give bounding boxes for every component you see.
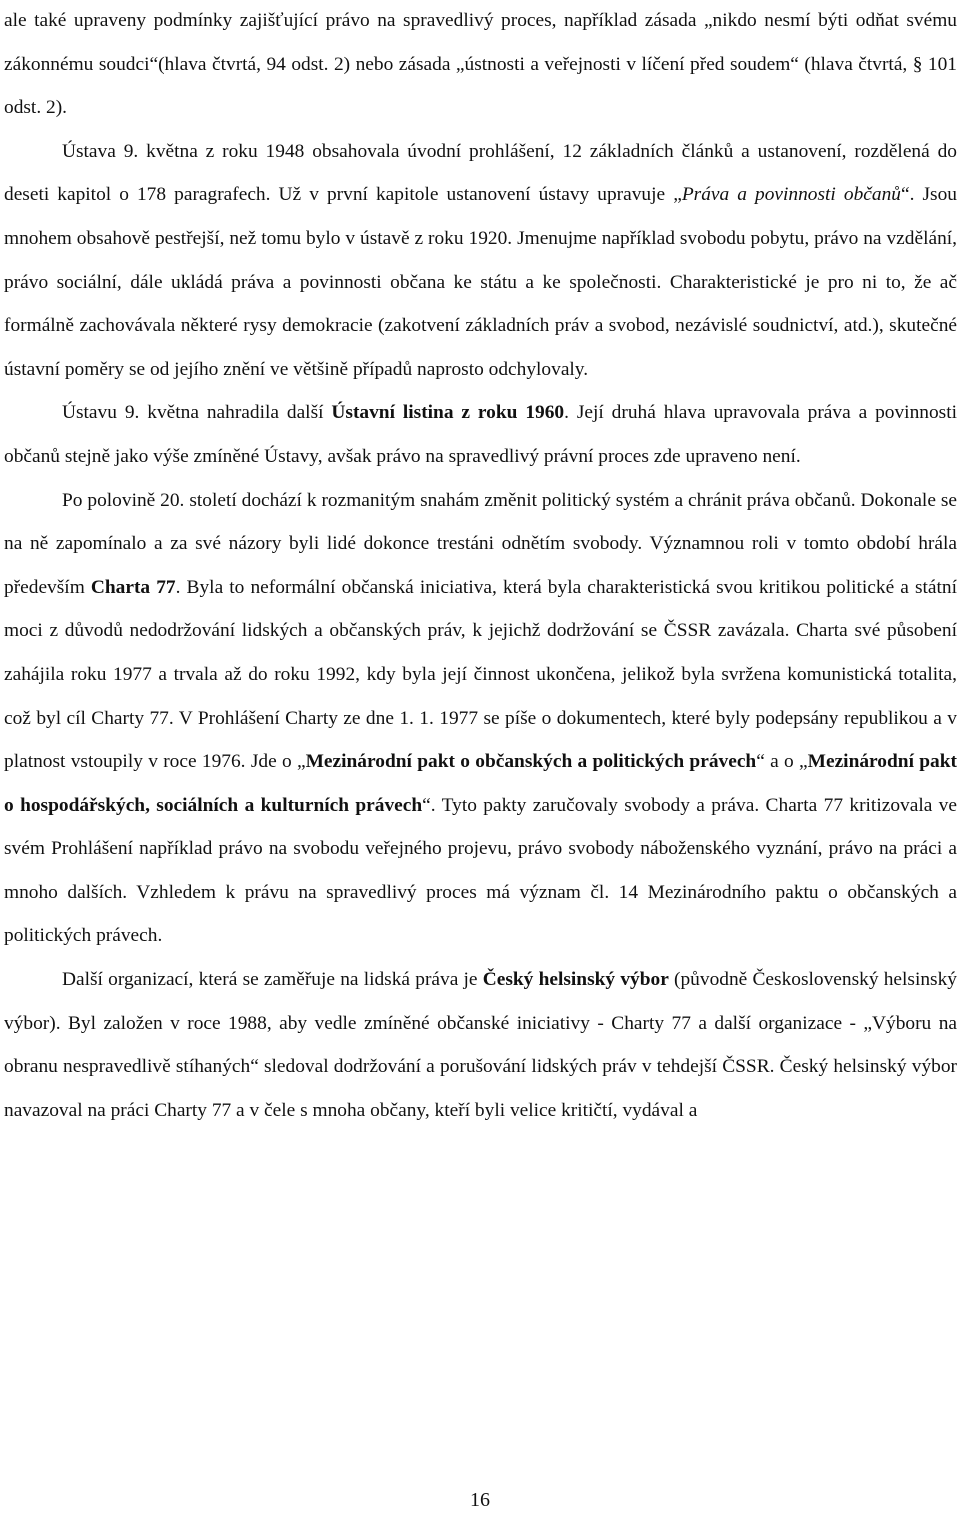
text-run: . Byla to neformální občanská iniciativa, která byla charakteristická svou kritikou politické a státní moci z důvodů nedodržování lidských a občanských práv, k jejichž dodržování se ČSSR zavázala. Charta své působení zahájila roku 1977 a trvala až do roku 1992, kdy byla její činnost ukončena, jelikož byla svržena komunistická totalita, což byl cíl Charty 77. V Prohlášení Charty ze dne 1. 1. 1977 se píše o dokumentech, které byly podepsány republikou a v platnost vstoupily v roce 1976. Jde o „ xyxy=(4,576,957,773)
paragraph-4 xyxy=(4,479,957,959)
bold-text-run: Ústavní listina z roku 1960 xyxy=(331,402,565,424)
paragraph-1 xyxy=(4,0,957,130)
document-page xyxy=(4,0,957,1132)
bold-text-run: Mezinárodní pakt o hospodářských, sociálních a kulturních právech xyxy=(4,751,957,816)
paragraph-5 xyxy=(4,958,957,1132)
bold-text-run: Charta 77 xyxy=(90,576,176,598)
text-run: “. Tyto pakty zaručovaly svobody a práva. Charta 77 kritizovala ve svém Prohlášení například právo na svobodu veřejného projevu, právo svobody náboženského vyznání, právo na práci a mnoho dalších. Vzhledem k právu na spravedlivý proces má význam čl. 14 Mezinárodního paktu o občanských a politických právech. xyxy=(4,794,957,947)
text-run: “. Jsou mnohem obsahově pestřejší, než tomu bylo v ústavě z roku 1920. Jmenujme například svobodu pobytu, právo na vzdělání, právo sociální, dále ukládá práva a povinnosti občana ke státu a ke společnosti. Charakteristické je pro ni to, že ač formálně zachovávala některé rysy demokracie (zakotvení základních práv a svobod, nezávislé soudnictví, atd.), skutečné ústavní poměry se od jejího znění ve většině případů naprosto odchylovaly. xyxy=(4,184,957,380)
text-run: “ a o „ xyxy=(756,751,808,773)
text-run: . Její druhá hlava upravovala práva a povinnosti občanů stejně jako výše zmíněné Ústavy, avšak právo na spravedlivý právní proces zde upraveno není. xyxy=(4,402,957,467)
text-run: Ústavu 9. května nahradila další xyxy=(62,402,332,424)
bold-text-run: Mezinárodní pakt o občanských a politických právech xyxy=(305,751,757,773)
page-number: 16 xyxy=(470,1489,490,1511)
text-run: Po polovině 20. století dochází k rozmanitým snahám změnit politický systém a chránit práva občanů. Dokonale se na ně zapomínalo a za své názory byli lidé dokonce trestáni odnětím svobody. Významnou roli v tomto období hrála především xyxy=(4,489,957,598)
italic-text-run: Práva a povinnosti občanů xyxy=(681,184,901,206)
text-run: (původně Československý helsinský výbor). Byl založen v roce 1988, aby vedle zmíněné občanské iniciativy - Charty 77 a další organizace - „Výboru na obranu nespravedlivě stíhaných“ sledoval dodržování a porušování lidských práv v tehdejší ČSSR. Český helsinský výbor navazoval na práci Charty 77 a v čele s mnoha občany, kteří byli velice kritičtí, vydával a xyxy=(4,969,957,1121)
bold-text-run: Český helsinský výbor xyxy=(482,969,669,991)
text-run: Další organizací, která se zaměřuje na lidská práva je xyxy=(62,969,483,991)
text-run: ale také upraveny podmínky zajišťující právo na spravedlivý proces, například zásada „nikdo nesmí býti odňat svému zákonnému soudci“(hlava čtvrtá, 94 odst. 2) nebo zásada „ústnosti a veřejnosti v líčení před soudem“ (hlava čtvrtá, § 101 odst. 2). xyxy=(4,10,957,119)
paragraph-3 xyxy=(4,391,957,478)
text-run: Ústava 9. května z roku 1948 obsahovala úvodní prohlášení, 12 základních článků a ustanovení, rozdělená do deseti kapitol o 178 paragrafech. Už v první kapitole ustanovení ústavy upravuje „ xyxy=(4,140,957,206)
paragraph-2 xyxy=(4,130,957,392)
